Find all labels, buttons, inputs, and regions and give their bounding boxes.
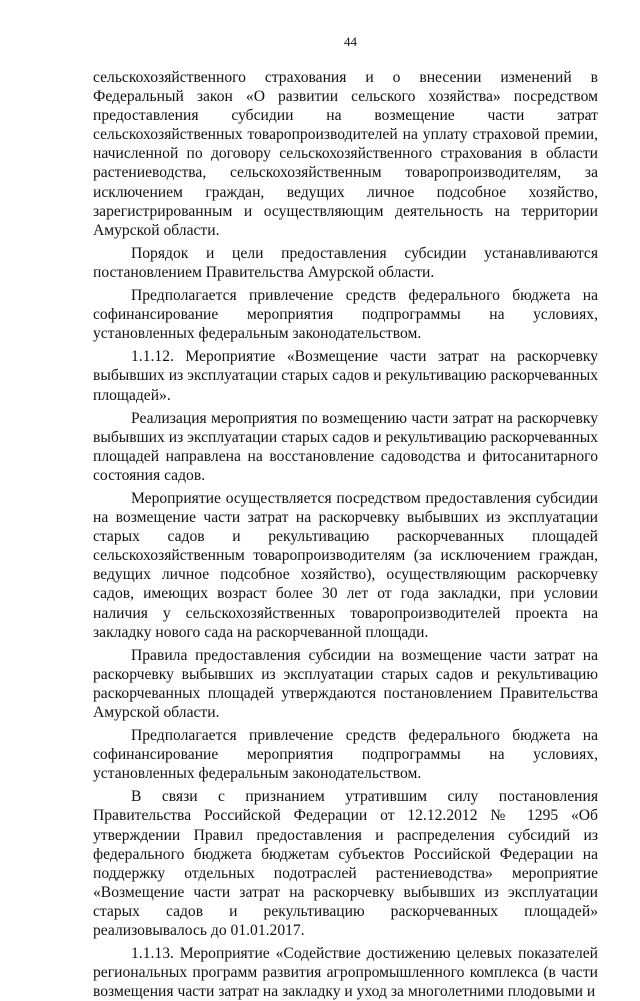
section-heading-1-1-13: 1.1.13. Мероприятие «Содействие достижению целевых показателей региональных программ развития агропромышленного комплекса (в части возмещения части затрат на закладку и уход за многолетними плодовыми и bbox=[93, 945, 598, 1001]
paragraph-rules: Правила предоставления субсидии на возмещение части затрат на раскорчевку выбывших из эксплуатации старых садов и рекультивацию раскорчеванных площадей утверждаются постановлением Правительства Амурской области. bbox=[93, 646, 598, 721]
paragraph-implementation: Реализация мероприятия по возмещению части затрат на раскорчевку выбывших из эксплуатации старых садов и рекультивацию раскорчеванных площадей направлена на восстановление садоводства и фитосанитарного состояния садов. bbox=[93, 409, 598, 484]
paragraph-federal-cofinancing-2: Предполагается привлечение средств федерального бюджета на софинансирование мероприятия подпрограммы на условиях, установленных федеральным законодательством. bbox=[93, 727, 598, 783]
page-number: 44 bbox=[344, 34, 357, 49]
paragraph-repeal-note: В связи с признанием утратившим силу постановления Правительства Российской Федерации от 12.12.2012 № 1295 «Об утверждении Правил предоставления и распределения субсидий из федерального бюджета бюджетам субъектов Российской Федерации на поддержку отдельных подотраслей растениеводства» мероприятие «Возмещение части затрат на раскорчевку выбывших из эксплуатации старых садов и рекультивацию раскорчеванных площадей» реализовывалось до 01.01.2017. bbox=[93, 788, 598, 940]
paragraph-insurance-continuation: сельскохозяйственного страхования и о внесении изменений в Федеральный закон «О развитии сельского хозяйства» посредством предоставления субсидии на возмещение части затрат сельскохозяйственных товаропроизводителей на уплату страховой премии, начисленной по договору сельскохозяйственного страхования в области растениеводства, сельскохозяйственным товаропроизводителям, за исключением граждан, ведущих личное подсобное хозяйство, зарегистрированным и осуществляющим деятельность на территории Амурской области. bbox=[93, 69, 598, 239]
paragraph-federal-cofinancing: Предполагается привлечение средств федерального бюджета на софинансирование мероприятия подпрограммы на условиях, установленных федеральным законодательством. bbox=[93, 287, 598, 343]
section-heading-1-1-12: 1.1.12. Мероприятие «Возмещение части затрат на раскорчевку выбывших из эксплуатации старых садов и рекультивацию раскорчеванных площадей». bbox=[93, 348, 598, 404]
paragraph-procedure: Порядок и цели предоставления субсидии устанавливаются постановлением Правительства Амурской области. bbox=[93, 244, 598, 281]
paragraph-subsidy-mechanism: Мероприятие осуществляется посредством предоставления субсидии на возмещение части затрат на раскорчевку выбывших из эксплуатации старых садов и рекультивацию раскорчеванных площадей сельскохозяйственным товаропроизводителям (за исключением граждан, ведущих личное подсобное хозяйство), осуществляющим раскорчевку садов, имеющих возраст более 30 лет от года закладки, при условии наличия у сельскохозяйственных товаропроизводителей проекта на закладку нового сада на раскорчеванной площади. bbox=[93, 489, 598, 641]
